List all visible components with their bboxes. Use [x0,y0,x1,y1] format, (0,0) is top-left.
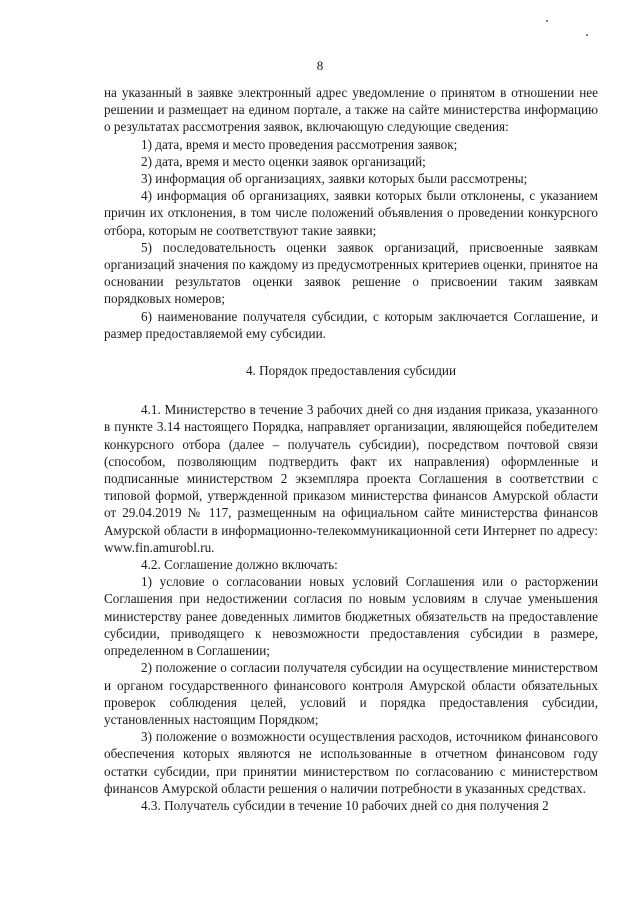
paragraph: 4.3. Получатель субсидии в течение 10 рабочих дней со дня получения 2 [141,797,549,813]
paragraphs-bottom [104,401,598,814]
paragraph: 3) информация об организациях, заявки которых были рассмотрены; [141,171,528,187]
paragraph: 2) дата, время и место оценки заявок организаций; [141,153,426,169]
paragraph: 4.1. Министерство в течение 3 рабочих дней со дня издания приказа, указанного в пункте 3.14 настоящего Порядка, направляет организации, являющейся победителем конкурсного отбора (далее – получатель субсидии), посредством почтовой связи (способом, позволяющим подтвердить факт их направления) оформленные и подписанные министерством 2 экземпляра проекта Соглашения в соответствии с типовой формой, утвержденной приказом министерства финансов Амурской области от 29.04.2019 № 117, размещенным на официальном сайте министерства финансов Амурской области в информационно-телекоммуникационной сети Интернет по адресу: www.fin.amurobl.ru. [104,402,598,555]
paragraph: 1) условие о согласовании новых условий Соглашения или о расторжении Соглашения при недостижении согласия по новым условиям в случае уменьшения министерству ранее доведенных лимитов бюджетных обязательств на предоставление субсидии, приводящего к невозможности предоставления субсидии в размере, определенном в Соглашении; [104,574,598,659]
paragraph: 6) наименование получателя субсидии, с которым заключается Соглашение, и размер предоставляемой ему субсидии. [104,308,598,341]
scan-speck [586,34,588,36]
paragraph: 4) информация об организациях, заявки которых были отклонены, с указанием причин их отклонения, в том числе положений объявления о проведении конкурсного отбора, которым не соответствуют такие заявки; [104,188,598,238]
paragraph: 2) положение о согласии получателя субсидии на осуществление министерством и органом государственного финансового контроля Амурской области обязательных проверок соблюдения целей, условий и порядка предоставления субсидии, установленных настоящим Порядком; [104,660,598,727]
section-heading: 4. Порядок предоставления субсидии [245,363,457,379]
paragraph: на указанный в заявке электронный адрес уведомление о принятом в отношении нее решении и размещает на едином портале, а также на сайте министерства информацию о результатах рассмотрения заявок, включающую следующие сведения: [104,85,598,135]
scan-speck [546,20,548,22]
paragraph: 4.2. Соглашение должно включать: [141,557,338,573]
paragraph: 3) положение о возможности осуществления расходов, источником финансового обеспечения которых являются не использованные в отчетном финансовом году остатки субсидии, при принятии министерством по согласованию с министерством финансов Амурской области решения о наличии потребности в указанных средствах. [104,729,598,796]
paragraphs-top [104,84,598,342]
paragraph: 5) последовательность оценки заявок организаций, присвоенные заявкам организаций значения по каждому из предусмотренных критериев оценки, принятое на основании результатов оценки заявок решение о присвоении таким заявкам порядковых номеров; [104,239,598,307]
document-body [104,84,598,814]
page-number: 8 [316,58,324,73]
paragraph: 1) дата, время и место проведения рассмотрения заявок; [141,136,458,152]
